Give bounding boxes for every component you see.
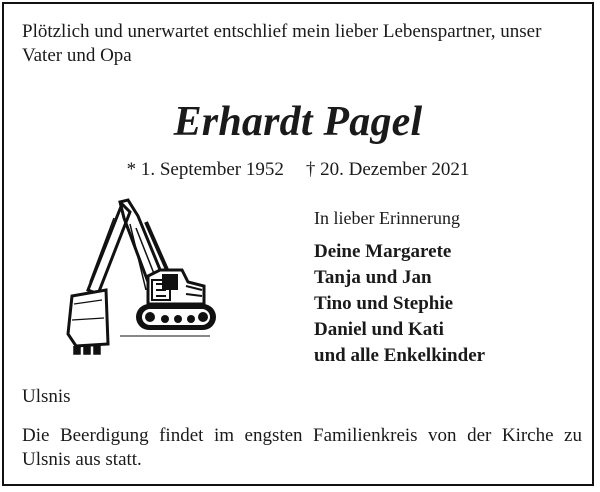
mourner-name: Tanja und Jan bbox=[314, 267, 432, 288]
mourner-name: und alle Enkelkinder bbox=[314, 345, 486, 366]
mourner-name: Deine Margarete bbox=[314, 241, 452, 262]
funeral-notice: Die Beerdigung findet im engsten Familienkreis von der Kirche zu Ulsnis aus statt. bbox=[22, 425, 582, 470]
excavator-illustration bbox=[50, 194, 220, 362]
place-name: Ulsnis bbox=[22, 386, 71, 407]
deceased-name: Erhardt Pagel bbox=[173, 99, 423, 145]
birth-date: * 1. September 1952 bbox=[126, 159, 284, 180]
death-date: † 20. Dezember 2021 bbox=[305, 159, 470, 180]
life-dates bbox=[4, 159, 592, 181]
mourner-name: Tino und Stephie bbox=[314, 293, 454, 314]
intro-text: Plötzlich und unerwartet entschlief mein lieber Lebenspartner, unser Vater und Opa bbox=[22, 21, 542, 66]
memory-line: In lieber Erinnerung bbox=[314, 208, 460, 228]
obituary-card bbox=[2, 2, 594, 486]
mourner-name: Daniel und Kati bbox=[314, 319, 444, 340]
mourners-list bbox=[314, 239, 485, 369]
